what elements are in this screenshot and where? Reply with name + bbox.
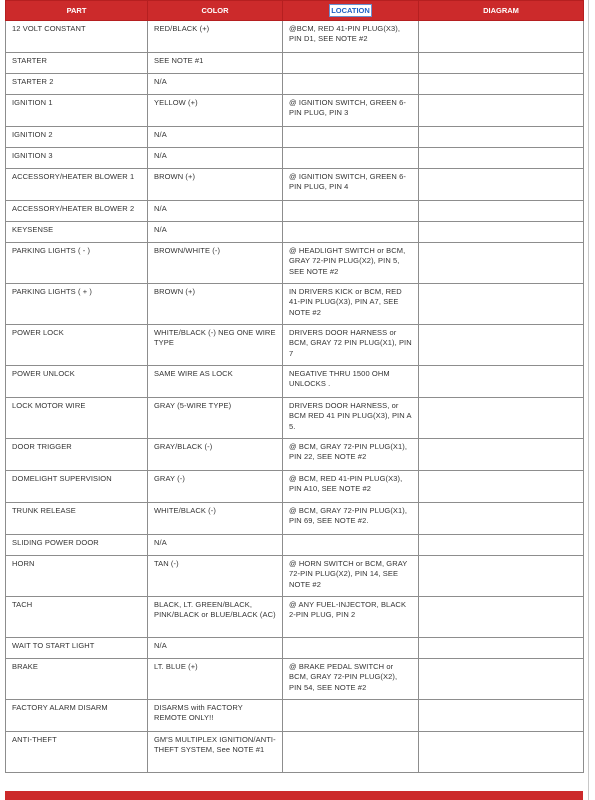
table-row (6, 556, 584, 597)
cell-diagram (419, 597, 584, 638)
table-row (6, 398, 584, 439)
cell-location (283, 222, 419, 243)
cell-part: IGNITION 3 (6, 148, 148, 169)
cell-part: KEYSENSE (6, 222, 148, 243)
cell-location (283, 700, 419, 732)
cell-location (283, 74, 419, 95)
cell-location (283, 127, 419, 148)
cell-diagram (419, 439, 584, 471)
table-body (6, 21, 584, 773)
cell-location: @ ANY FUEL-INJECTOR, BLACK 2-PIN PLUG, PIN 2 (283, 597, 419, 638)
cell-part: PARKING LIGHTS ( + ) (6, 284, 148, 325)
header-row (6, 1, 584, 21)
table-row (6, 535, 584, 556)
cell-diagram (419, 169, 584, 201)
cell-diagram (419, 74, 584, 95)
cell-part: DOOR TRIGGER (6, 439, 148, 471)
cell-part: POWER UNLOCK (6, 366, 148, 398)
cell-diagram (419, 201, 584, 222)
table-row (6, 325, 584, 366)
cell-color: WHITE/BLACK (-) NEG ONE WIRE TYPE (148, 325, 283, 366)
cell-color: LT. BLUE (+) (148, 659, 283, 700)
cell-location (283, 201, 419, 222)
header-color: COLOR (148, 1, 283, 21)
cell-color: WHITE/BLACK (-) (148, 503, 283, 535)
cell-part: IGNITION 1 (6, 95, 148, 127)
cell-color: GRAY/BLACK (-) (148, 439, 283, 471)
cell-diagram (419, 284, 584, 325)
table-row (6, 53, 584, 74)
cell-color: SAME WIRE AS LOCK (148, 366, 283, 398)
cell-location: @ IGNITION SWITCH, GREEN 6-PIN PLUG, PIN 3 (283, 95, 419, 127)
cell-part: TRUNK RELEASE (6, 503, 148, 535)
table-row (6, 659, 584, 700)
cell-diagram (419, 325, 584, 366)
cell-diagram (419, 127, 584, 148)
cell-color: N/A (148, 201, 283, 222)
cell-location: @ BCM, RED 41-PIN PLUG(X3), PIN A10, SEE NOTE #2 (283, 471, 419, 503)
cell-diagram (419, 556, 584, 597)
table-row (6, 169, 584, 201)
table-row (6, 243, 584, 284)
cell-part: ACCESSORY/HEATER BLOWER 1 (6, 169, 148, 201)
cell-diagram (419, 222, 584, 243)
cell-part: HORN (6, 556, 148, 597)
wiring-table (5, 0, 584, 773)
cell-part: PARKING LIGHTS ( - ) (6, 243, 148, 284)
cell-color: GM'S MULTIPLEX IGNITION/ANTI-THEFT SYSTEM, See NOTE #1 (148, 732, 283, 773)
cell-location (283, 53, 419, 74)
cell-diagram (419, 21, 584, 53)
table-row (6, 439, 584, 471)
table-row (6, 366, 584, 398)
table-row (6, 148, 584, 169)
cell-part: WAIT TO START LIGHT (6, 638, 148, 659)
table-row (6, 222, 584, 243)
table-row (6, 597, 584, 638)
cell-part: TACH (6, 597, 148, 638)
cell-location: @ HEADLIGHT SWITCH or BCM, GRAY 72-PIN PLUG(X2), PIN 5, SEE NOTE #2 (283, 243, 419, 284)
cell-part: IGNITION 2 (6, 127, 148, 148)
cell-diagram (419, 471, 584, 503)
cell-diagram (419, 659, 584, 700)
cell-part: DOMELIGHT SUPERVISION (6, 471, 148, 503)
footer-red-bar (5, 791, 583, 800)
cell-diagram (419, 732, 584, 773)
cell-diagram (419, 638, 584, 659)
cell-location: @ HORN SWITCH or BCM, GRAY 72-PIN PLUG(X2), PIN 14, SEE NOTE #2 (283, 556, 419, 597)
cell-color: N/A (148, 222, 283, 243)
cell-part: BRAKE (6, 659, 148, 700)
table-row (6, 21, 584, 53)
cell-color: BROWN (+) (148, 284, 283, 325)
cell-part: ACCESSORY/HEATER BLOWER 2 (6, 201, 148, 222)
cell-color: SEE NOTE #1 (148, 53, 283, 74)
cell-part: FACTORY ALARM DISARM (6, 700, 148, 732)
cell-location: IN DRIVERS KICK or BCM, RED 41-PIN PLUG(X3), PIN A7, SEE NOTE #2 (283, 284, 419, 325)
cell-location: DRIVERS DOOR HARNESS or BCM, GRAY 72 PIN PLUG(X1), PIN 7 (283, 325, 419, 366)
cell-location (283, 535, 419, 556)
table-header (6, 1, 584, 21)
cell-location: @BCM, RED 41-PIN PLUG(X3), PIN D1, SEE NOTE #2 (283, 21, 419, 53)
table-row (6, 74, 584, 95)
cell-part: 12 VOLT CONSTANT (6, 21, 148, 53)
cell-diagram (419, 535, 584, 556)
cell-location (283, 148, 419, 169)
cell-color: BLACK, LT. GREEN/BLACK, PINK/BLACK or BLUE/BLACK (AC) (148, 597, 283, 638)
cell-part: STARTER 2 (6, 74, 148, 95)
cell-color: DISARMS with FACTORY REMOTE ONLY!! (148, 700, 283, 732)
cell-diagram (419, 366, 584, 398)
cell-color: GRAY (-) (148, 471, 283, 503)
cell-location: @ BCM, GRAY 72-PIN PLUG(X1), PIN 69, SEE NOTE #2. (283, 503, 419, 535)
cell-color: N/A (148, 127, 283, 148)
cell-location (283, 638, 419, 659)
page-edge-divider (588, 0, 589, 800)
cell-color: N/A (148, 74, 283, 95)
cell-part: POWER LOCK (6, 325, 148, 366)
cell-part: ANTI-THEFT (6, 732, 148, 773)
cell-location: @ BCM, GRAY 72-PIN PLUG(X1), PIN 22, SEE NOTE #2 (283, 439, 419, 471)
cell-color: GRAY (5-WIRE TYPE) (148, 398, 283, 439)
cell-color: BROWN (+) (148, 169, 283, 201)
header-location-selected-text[interactable]: LOCATION (331, 6, 370, 15)
table-row (6, 201, 584, 222)
cell-part: STARTER (6, 53, 148, 74)
cell-color: YELLOW (+) (148, 95, 283, 127)
table-row (6, 95, 584, 127)
cell-diagram (419, 398, 584, 439)
table-row (6, 700, 584, 732)
cell-diagram (419, 243, 584, 284)
cell-diagram (419, 95, 584, 127)
cell-location: DRIVERS DOOR HARNESS, or BCM RED 41 PIN PLUG(X3), PIN A 5. (283, 398, 419, 439)
header-location (283, 1, 419, 21)
header-part: PART (6, 1, 148, 21)
cell-location (283, 732, 419, 773)
cell-color: N/A (148, 638, 283, 659)
table-row (6, 284, 584, 325)
wiring-chart-sheet (5, 0, 583, 800)
cell-location: @ IGNITION SWITCH, GREEN 6-PIN PLUG, PIN 4 (283, 169, 419, 201)
cell-color: TAN (-) (148, 556, 283, 597)
cell-part: SLIDING POWER DOOR (6, 535, 148, 556)
cell-color: N/A (148, 535, 283, 556)
cell-diagram (419, 503, 584, 535)
header-diagram: DIAGRAM (419, 1, 584, 21)
table-row (6, 127, 584, 148)
cell-part: LOCK MOTOR WIRE (6, 398, 148, 439)
table-row (6, 638, 584, 659)
cell-location: NEGATIVE THRU 1500 OHM UNLOCKS . (283, 366, 419, 398)
cell-location: @ BRAKE PEDAL SWITCH or BCM, GRAY 72-PIN PLUG(X2), PIN 54, SEE NOTE #2 (283, 659, 419, 700)
cell-color: RED/BLACK (+) (148, 21, 283, 53)
table-row (6, 471, 584, 503)
cell-diagram (419, 148, 584, 169)
table-row (6, 732, 584, 773)
cell-color: N/A (148, 148, 283, 169)
cell-diagram (419, 53, 584, 74)
cell-color: BROWN/WHITE (-) (148, 243, 283, 284)
table-row (6, 503, 584, 535)
cell-diagram (419, 700, 584, 732)
